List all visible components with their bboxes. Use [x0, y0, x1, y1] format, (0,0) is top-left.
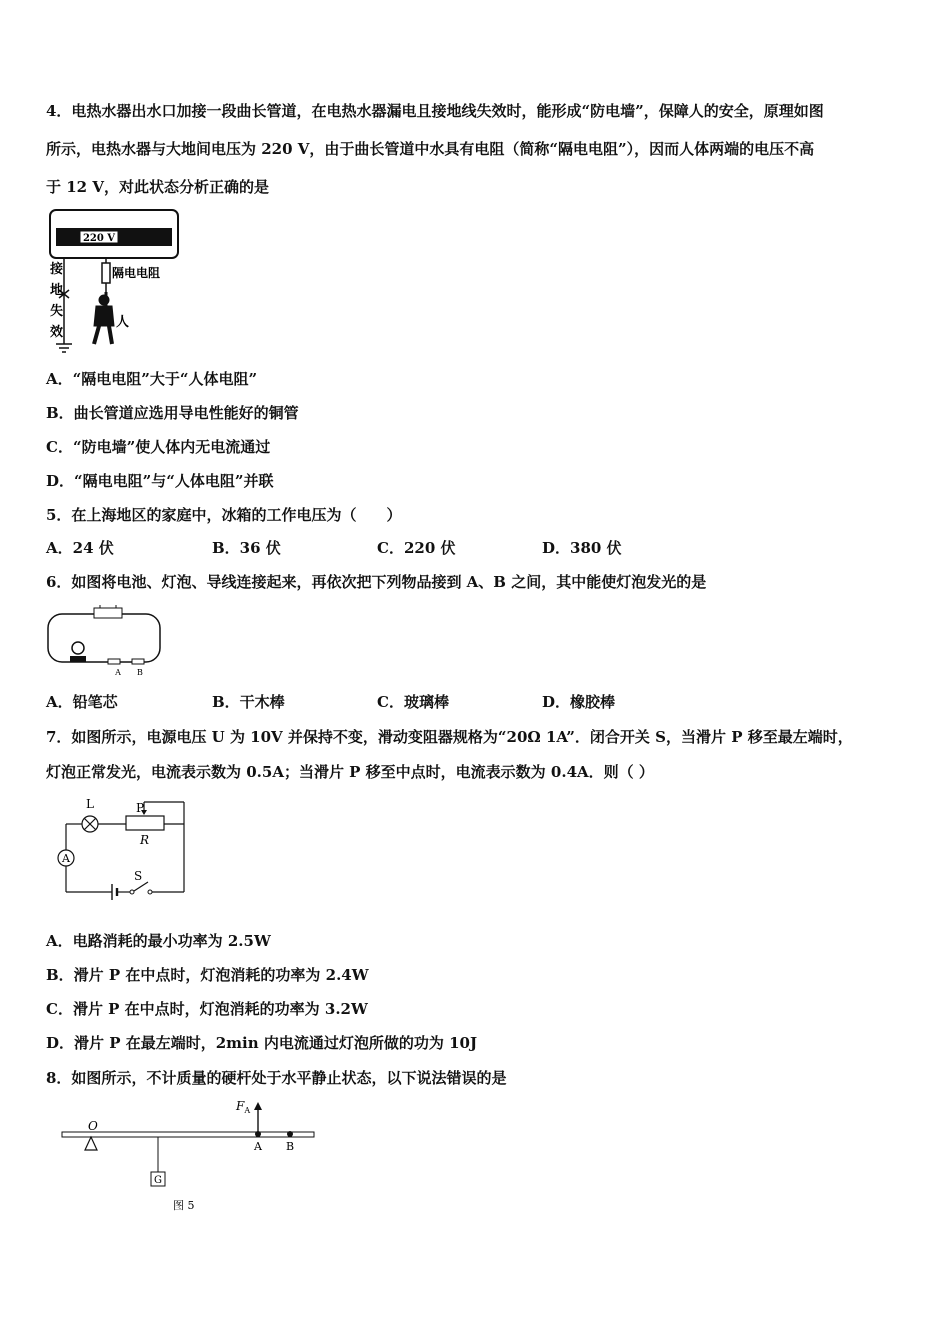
- q4-option-d: D．“隔电电阻”与“人体电阻”并联: [46, 472, 274, 490]
- pivot-label: O: [88, 1119, 98, 1133]
- battery-bulb-figure: [44, 602, 164, 678]
- rheostat-symbol: [126, 816, 164, 830]
- q6-option-d: D．橡胶棒: [542, 693, 616, 711]
- q8-stem: 8．如图所示，不计质量的硬杆处于水平静止状态，以下说法错误的是: [46, 1069, 507, 1087]
- force-label: $F_A$: [236, 1099, 251, 1115]
- point-b-label: B: [286, 1140, 295, 1153]
- label-b: B: [137, 668, 143, 677]
- q5-option-d: D．380 伏: [542, 539, 622, 557]
- q7-stem-line-1: 7．如图所示，电源电压 U 为 10V 并保持不变，滑动变阻器规格为“20Ω 1A”．闭合开关 S，当滑片 P 移至最左端时，: [46, 728, 853, 746]
- q4-stem-line-2: 所示，电热水器与大地间电压为 220 V，由于曲长管道中水具有电阻（简称“隔电电阻”），因而人体两端的电压不高: [46, 140, 815, 158]
- ground-char-1: 接: [50, 262, 64, 277]
- q4-option-a: A．“隔电电阻”大于“人体电阻”: [46, 370, 258, 388]
- q7-option-c: C．滑片 P 在中点时，灯泡消耗的功率为 3.2W: [46, 1000, 368, 1018]
- ground-char-4: 效: [50, 325, 64, 340]
- switch-symbol: [130, 890, 134, 894]
- q6-option-c: C．玻璃棒: [377, 693, 449, 711]
- q6-option-b: B．干木棒: [212, 693, 285, 711]
- lever-figure: [58, 1096, 320, 1214]
- ground-char-2: 地: [50, 283, 64, 298]
- label-a: A: [115, 668, 121, 677]
- q5-option-b: B．36 伏: [212, 539, 281, 557]
- point-a-label: A: [254, 1140, 262, 1153]
- point-b-dot: [287, 1131, 293, 1137]
- q5-option-a: A．24 伏: [46, 539, 114, 557]
- water-heater-figure: [44, 208, 184, 356]
- q7-option-d: D．滑片 P 在最左端时，2min 内电流通过灯泡所做的功为 10J: [46, 1034, 478, 1052]
- q7-stem-line-2: 灯泡正常发光，电流表示数为 0.5A；当滑片 P 移至中点时，电流表示数为 0.4A．则（ ）: [46, 763, 654, 781]
- battery: [94, 608, 122, 618]
- ground-char-3: 失: [50, 304, 64, 319]
- q6-stem: 6．如图将电池、灯泡、导线连接起来，再依次把下列物品接到 A、B 之间，其中能使灯泡发光的是: [46, 573, 707, 591]
- q6-option-a: A．铅笔芯: [46, 693, 118, 711]
- terminal-b: [132, 659, 144, 664]
- rheostat-label: R: [140, 833, 150, 847]
- ammeter-label: A: [62, 852, 70, 865]
- figure-caption: 图 5: [173, 1199, 195, 1212]
- isolation-resistor-label: 隔电电阻: [112, 266, 161, 280]
- q4-option-c: C．“防电墙”使人体内无电流通过: [46, 438, 271, 456]
- switch-label: S: [134, 869, 143, 883]
- terminal-a: [108, 659, 120, 664]
- bulb: [72, 642, 84, 654]
- q5-stem: 5．在上海地区的家庭中，冰箱的工作电压为（ ）: [46, 506, 402, 524]
- isolation-resistor: [102, 263, 110, 283]
- person-label: 人: [116, 315, 130, 330]
- bulb-holder: [70, 656, 86, 662]
- fulcrum-icon: [85, 1137, 97, 1150]
- q7-option-b: B．滑片 P 在中点时，灯泡消耗的功率为 2.4W: [46, 966, 369, 984]
- lamp-label: L: [86, 797, 94, 811]
- q7-option-a: A．电路消耗的最小功率为 2.5W: [46, 932, 271, 950]
- lever-bar: [62, 1132, 314, 1137]
- q4-stem-line-1: 4．电热水器出水口加接一段曲长管道，在电热水器漏电且接地线失效时，能形成“防电墙”，保障人的安全，原理如图: [46, 102, 824, 120]
- weight-label: G: [154, 1175, 162, 1186]
- wire-loop: [48, 614, 160, 662]
- slider-label: P: [136, 801, 145, 815]
- q5-option-c: C．220 伏: [377, 539, 456, 557]
- person-figure: [94, 292, 114, 344]
- q4-option-b: B．曲长管道应选用导电性能好的铜管: [46, 404, 299, 422]
- rheostat-circuit-figure: [50, 796, 190, 900]
- point-a-dot: [255, 1131, 261, 1137]
- q4-stem-line-3: 于 12 V，对此状态分析正确的是: [46, 178, 269, 196]
- voltage-label: 220 V: [82, 233, 116, 244]
